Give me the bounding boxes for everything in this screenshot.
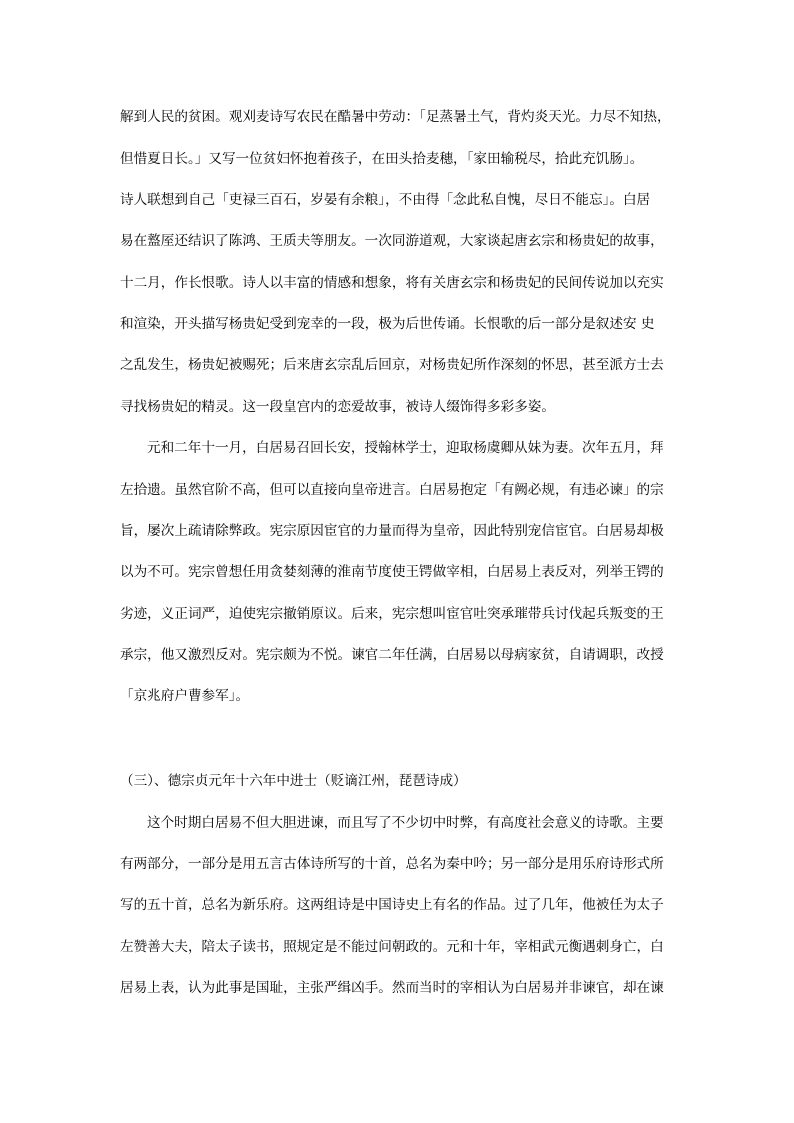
- paragraph-1-line-5: 十二月，作长恨歌。诗人以丰富的情感和想象，将有关唐玄宗和杨贵妃的民间传说加以充实: [120, 275, 664, 291]
- paragraph-3-line-3: 写的五十首，总名为新乐府。这两组诗是中国诗史上有名的作品。过了几年，他被任为太子: [120, 897, 664, 913]
- paragraph-2-line-7: 「京兆府户曹参军」。: [120, 688, 250, 704]
- paragraph-1-line-4: 易在盩厔还结识了陈鸿、王质夫等朋友。一次同游道观，大家谈起唐玄宗和杨贵妃的故事，: [120, 233, 664, 249]
- paragraph-2-line-3: 旨，屡次上疏请除弊政。宪宗原因宦官的力量而得为皇帝，因此特别宠信宦官。白居易却极: [120, 523, 664, 539]
- paragraph-2-line-1: 元和二年十一月，白居易召回长安，授翰林学士，迎取杨虞卿从妹为妻。次年五月，拜: [147, 440, 664, 456]
- paragraph-2-line-6: 承宗，他又激烈反对。宪宗颇为不悦。谏官二年任满，白居易以母病家贫，自请调职，改授: [120, 647, 664, 663]
- paragraph-3-line-5: 居易上表，认为此事是国耻，主张严缉凶手。然而当时的宰相认为白居易并非谏官，却在谏: [120, 980, 664, 996]
- paragraph-1-line-3: 诗人联想到自己「吏禄三百石，岁晏有余粮」，不由得「念此私自愧，尽日不能忘」。白居: [120, 192, 651, 208]
- paragraph-1-line-7: 之乱发生，杨贵妃被赐死；后来唐玄宗乱后回京，对杨贵妃所作深刻的怀思，甚至派方士去: [120, 357, 664, 373]
- paragraph-2-line-2: 左拾遗。虽然官阶不高，但可以直接向皇帝进言。白居易抱定「有阙必规，有违必谏」的宗: [120, 482, 664, 498]
- paragraph-2-line-5: 劣迹，义正词严，迫使宪宗撤销原议。后来，宪宗想叫宦官吐突承璀带兵讨伐起兵叛变的王: [120, 606, 664, 622]
- paragraph-3-line-1: 这个时期白居易不但大胆进谏，而且写了不少切中时弊，有高度社会意义的诗歌。主要: [147, 815, 664, 831]
- paragraph-3-line-2: 有两部分，一部分是用五言古体诗所写的十首，总名为秦中吟；另一部分是用乐府诗形式所: [120, 856, 664, 872]
- paragraph-3-line-4: 左赞善大夫，陪太子读书，照规定是不能过问朝政的。元和十年，宰相武元衡遇刺身亡，白: [120, 939, 664, 955]
- paragraph-1-line-2: 但惜夏日长。」又写一位贫妇怀抱着孩子，在田头拾麦穗，「家田输税尽，拾此充饥肠」。: [120, 151, 644, 167]
- paragraph-1-line-8: 寻找杨贵妃的精灵。这一段皇宫内的恋爱故事，被诗人缀饰得多彩多姿。: [120, 399, 555, 415]
- paragraph-2-line-4: 以为不可。宪宗曾想任用贪婪刻薄的淮南节度使王锷做宰相，白居易上表反对，列举王锷的: [120, 564, 664, 580]
- section-heading: （三）、德宗贞元年十六年中进士（贬谪江州，琵琶诗成）: [120, 773, 467, 789]
- paragraph-1-line-6: 和渲染，开头描写杨贵妃受到宠幸的一段，极为后世传诵。长恨歌的后一部分是叙述安 史: [120, 316, 655, 332]
- paragraph-1-line-1: 解到人民的贫困。观刈麦诗写农民在酷暑中劳动：「足蒸暑土气，背灼炎天光。力尽不知热，: [120, 109, 671, 125]
